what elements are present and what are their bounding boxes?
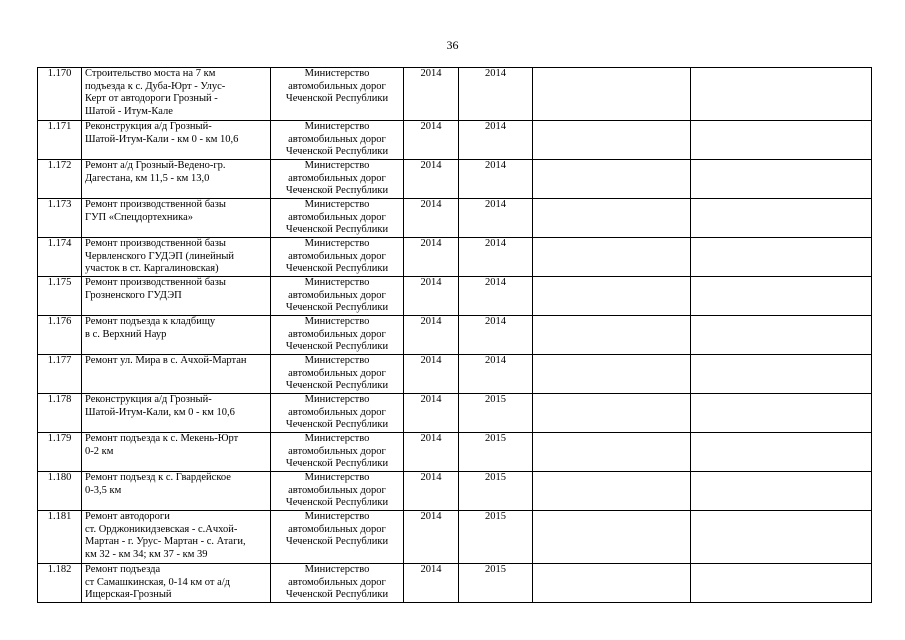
row-number: 1.180	[38, 472, 82, 511]
measure-name: Реконструкция а/д Грозный- Шатой-Итум-Кали, км 0 - км 10,6	[82, 394, 271, 433]
table-row	[38, 199, 872, 238]
measure-name: Ремонт подъезд к с. Гвардейское 0-3,5 км	[82, 472, 271, 511]
table-row	[38, 433, 872, 472]
start-year: 2014	[404, 160, 459, 199]
empty-cell	[533, 433, 691, 472]
row-number: 1.175	[38, 277, 82, 316]
empty-cell	[533, 277, 691, 316]
start-year: 2014	[404, 472, 459, 511]
measure-name: Ремонт производственной базы Грозненского ГУДЭП	[82, 277, 271, 316]
row-number: 1.173	[38, 199, 82, 238]
responsible-org: Министерство автомобильных дорог Чеченской Республики	[271, 316, 404, 355]
start-year: 2014	[404, 564, 459, 603]
row-number: 1.178	[38, 394, 82, 433]
empty-cell	[691, 277, 872, 316]
end-year: 2015	[459, 433, 533, 472]
empty-cell	[533, 316, 691, 355]
measure-name: Ремонт производственной базы ГУП «Спецдортехника»	[82, 199, 271, 238]
table-row	[38, 238, 872, 277]
empty-cell	[533, 68, 691, 121]
measure-name: Ремонт автодороги ст. Орджоникидзевская - с.Ачхой- Мартан - г. Урус- Мартан - с. Атаги, км 32 - км 34; км 37 - км 39	[82, 511, 271, 564]
end-year: 2014	[459, 277, 533, 316]
measure-name: Ремонт подъезда ст Самашкинская, 0-14 км от а/д Ищерская-Грозный	[82, 564, 271, 603]
empty-cell	[533, 238, 691, 277]
responsible-org: Министерство автомобильных дорог Чеченской Республики	[271, 511, 404, 564]
empty-cell	[691, 394, 872, 433]
responsible-org: Министерство автомобильных дорог Чеченской Республики	[271, 394, 404, 433]
empty-cell	[533, 472, 691, 511]
row-number: 1.170	[38, 68, 82, 121]
table-row	[38, 472, 872, 511]
responsible-org: Министерство автомобильных дорог Чеченской Республики	[271, 121, 404, 160]
end-year: 2014	[459, 355, 533, 394]
measure-name: Ремонт подъезда к с. Мекень-Юрт 0-2 км	[82, 433, 271, 472]
empty-cell	[691, 511, 872, 564]
empty-cell	[533, 355, 691, 394]
empty-cell	[533, 394, 691, 433]
responsible-org: Министерство автомобильных дорог Чеченской Республики	[271, 277, 404, 316]
row-number: 1.171	[38, 121, 82, 160]
measure-name: Ремонт а/д Грозный-Ведено-гр. Дагестана, км 11,5 - км 13,0	[82, 160, 271, 199]
empty-cell	[533, 564, 691, 603]
empty-cell	[691, 238, 872, 277]
table-row	[38, 68, 872, 121]
empty-cell	[691, 121, 872, 160]
measure-name: Ремонт ул. Мира в с. Ачхой-Мартан	[82, 355, 271, 394]
responsible-org: Министерство автомобильных дорог Чеченской Республики	[271, 355, 404, 394]
end-year: 2015	[459, 564, 533, 603]
row-number: 1.181	[38, 511, 82, 564]
responsible-org: Министерство автомобильных дорог Чеченской Республики	[271, 238, 404, 277]
page-number: 36	[446, 38, 459, 52]
start-year: 2014	[404, 433, 459, 472]
empty-cell	[691, 355, 872, 394]
empty-cell	[691, 160, 872, 199]
empty-cell	[533, 121, 691, 160]
responsible-org: Министерство автомобильных дорог Чеченской Республики	[271, 68, 404, 121]
table-row	[38, 394, 872, 433]
end-year: 2014	[459, 121, 533, 160]
empty-cell	[691, 564, 872, 603]
table-row	[38, 160, 872, 199]
table-row	[38, 316, 872, 355]
end-year: 2015	[459, 472, 533, 511]
measure-name: Реконструкция а/д Грозный- Шатой-Итум-Кали - км 0 - км 10,6	[82, 121, 271, 160]
end-year: 2014	[459, 316, 533, 355]
empty-cell	[691, 199, 872, 238]
responsible-org: Министерство автомобильных дорог Чеченской Республики	[271, 199, 404, 238]
empty-cell	[533, 160, 691, 199]
end-year: 2014	[459, 160, 533, 199]
row-number: 1.182	[38, 564, 82, 603]
measure-name: Ремонт подъезда к кладбищу в с. Верхний Наур	[82, 316, 271, 355]
empty-cell	[691, 68, 872, 121]
start-year: 2014	[404, 199, 459, 238]
measure-name: Строительство моста на 7 км подъезда к с. Дуба-Юрт - Улус- Керт от автодороги Грозный - Шатой - Итум-Кале	[82, 68, 271, 121]
start-year: 2014	[404, 238, 459, 277]
start-year: 2014	[404, 355, 459, 394]
table-row	[38, 121, 872, 160]
start-year: 2014	[404, 121, 459, 160]
row-number: 1.174	[38, 238, 82, 277]
empty-cell	[691, 472, 872, 511]
responsible-org: Министерство автомобильных дорог Чеченской Республики	[271, 472, 404, 511]
end-year: 2015	[459, 394, 533, 433]
responsible-org: Министерство автомобильных дорог Чеченской Республики	[271, 564, 404, 603]
empty-cell	[533, 511, 691, 564]
row-number: 1.179	[38, 433, 82, 472]
measures-table	[37, 67, 872, 603]
end-year: 2015	[459, 511, 533, 564]
empty-cell	[533, 199, 691, 238]
table-row	[38, 564, 872, 603]
start-year: 2014	[404, 511, 459, 564]
empty-cell	[691, 316, 872, 355]
measure-name: Ремонт производственной базы Червленского ГУДЭП (линейный участок в ст. Каргалиновская)	[82, 238, 271, 277]
row-number: 1.177	[38, 355, 82, 394]
responsible-org: Министерство автомобильных дорог Чеченской Республики	[271, 160, 404, 199]
start-year: 2014	[404, 316, 459, 355]
end-year: 2014	[459, 68, 533, 121]
start-year: 2014	[404, 394, 459, 433]
start-year: 2014	[404, 68, 459, 121]
start-year: 2014	[404, 277, 459, 316]
responsible-org: Министерство автомобильных дорог Чеченской Республики	[271, 433, 404, 472]
row-number: 1.172	[38, 160, 82, 199]
end-year: 2014	[459, 199, 533, 238]
table-row	[38, 355, 872, 394]
table-row	[38, 277, 872, 316]
empty-cell	[691, 433, 872, 472]
end-year: 2014	[459, 238, 533, 277]
row-number: 1.176	[38, 316, 82, 355]
table-row	[38, 511, 872, 564]
